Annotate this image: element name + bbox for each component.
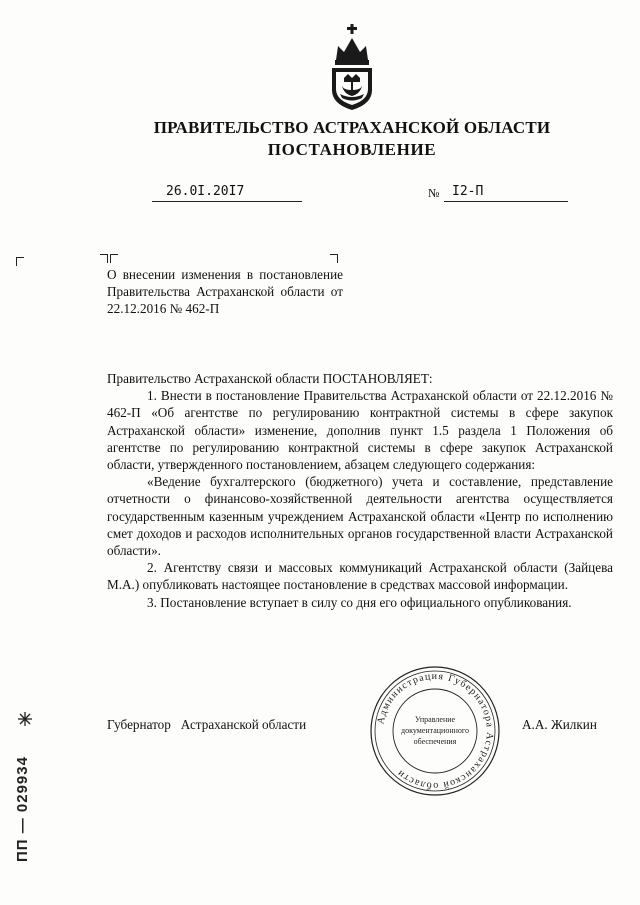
document-date: 26.0I.20I7 bbox=[152, 184, 302, 202]
paragraph-1: 1. Внести в постановление Правительства Астраханской области от 22.12.2016 № 462-П «Об агентстве по регулированию контрактной системы в сфере закупок Астраханской области» изменение, дополнив пункт 1.5 раздела 1 Положения об агентстве по регулированию контрактной системы в сфере закупок Астраханской области, утвержденного постановлением, абзацем следующего содержания: bbox=[107, 388, 613, 473]
signatory-name: А.А. Жилкин bbox=[522, 717, 597, 732]
seal-center-line-2: документационного bbox=[401, 726, 469, 735]
document-number: I2-П bbox=[444, 184, 568, 202]
seal-center-line-1: Управление bbox=[414, 715, 456, 724]
paragraph-3: 3. Постановление вступает в силу со дня его официального опубликования. bbox=[147, 594, 572, 610]
sparkle-mark-icon bbox=[17, 711, 33, 727]
paragraph-2: 2. Агентству связи и массовых коммуникаций Астраханской области (Зайцева М.А.) опубликовать настоящее постановление в средствах массовой информации. bbox=[107, 560, 613, 593]
corner-mark bbox=[16, 257, 24, 266]
document-subject: О внесении изменения в постановление Правительства Астраханской области от 22.12.2016 № 462-П bbox=[107, 267, 343, 316]
intro-paragraph: Правительство Астраханской области ПОСТАНОВЛЯЕТ: bbox=[107, 371, 433, 386]
document-type: ПОСТАНОВЛЕНИЕ bbox=[267, 140, 437, 159]
corner-mark bbox=[110, 254, 118, 263]
side-serial-code: ПП — 029934 bbox=[14, 756, 31, 862]
corner-mark bbox=[330, 254, 338, 263]
quoted-paragraph: «Ведение бухгалтерского (бюджетного) учета и составление, представление отчетности о финансово-хозяйственной деятельности агентства осуществляется государственным казенным учреждением Астраханской области «Центр по исполнению смет доходов и расходов исполнительных органов государственной власти Астраханской области». bbox=[107, 474, 613, 559]
government-title: ПРАВИТЕЛЬСТВО АСТРАХАНСКОЙ ОБЛАСТИ bbox=[153, 118, 551, 137]
seal-ring-text: Администрация Губернатора Астраханской области bbox=[375, 670, 496, 792]
seal-center-line-3: обеспечения bbox=[413, 737, 457, 746]
signatory-position: Губернатор Астраханской области bbox=[107, 717, 307, 732]
coat-of-arms-icon bbox=[322, 24, 382, 112]
number-label: № bbox=[428, 186, 440, 200]
document-body bbox=[107, 370, 613, 611]
corner-mark bbox=[100, 254, 108, 263]
official-seal bbox=[368, 664, 502, 798]
